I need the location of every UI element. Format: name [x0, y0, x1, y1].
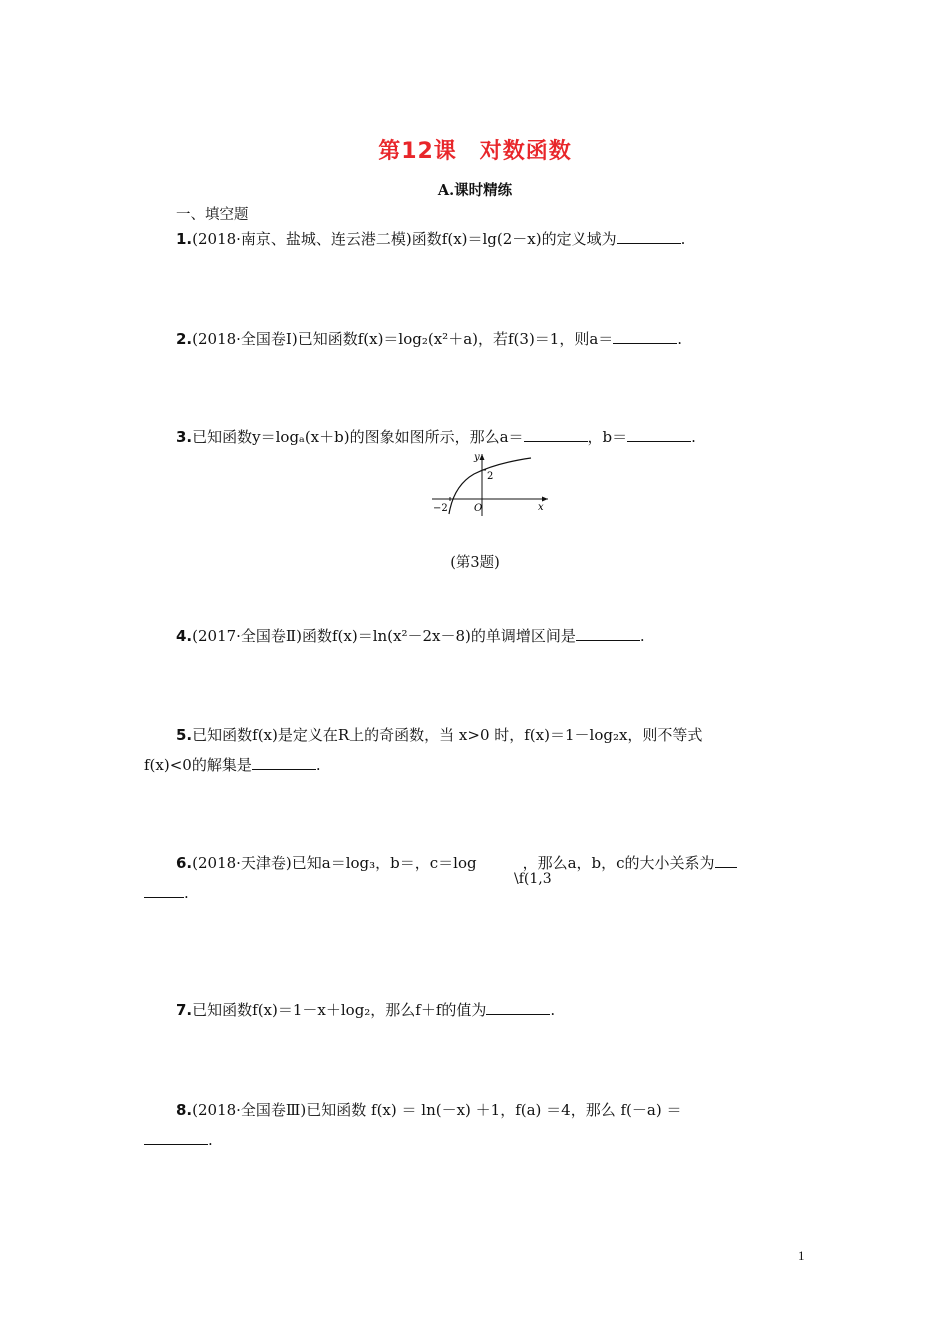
answer-blank	[613, 327, 677, 344]
answer-blank	[144, 1128, 208, 1145]
question-6: 6.(2018·天津卷)已知a＝log₃，b＝，c＝log ，那么a，b，c的大小关系为 .	[176, 848, 808, 908]
page-title: 第12课 对数函数	[378, 139, 572, 164]
answer-blank-b	[627, 425, 691, 442]
log-curve	[449, 458, 531, 514]
x-axis-arrow	[542, 497, 548, 502]
answer-blank	[486, 998, 550, 1015]
figure-caption: (第3题)	[450, 555, 500, 571]
x-tick-label: −2	[433, 503, 448, 514]
answer-blank-part2	[144, 881, 184, 898]
question-1: 1.(2018·南京、盐城、连云港二模)函数f(x)＝lg(2－x)的定义域为 .	[176, 224, 808, 254]
part-title: 一、填空题	[176, 207, 249, 223]
question-8: 8.(2018·全国卷Ⅲ)已知函数 f(x) ＝ ln(－x) ＋1，f(a) ＝4，那么 f(－a) ＝ .	[176, 1095, 808, 1155]
log-function-graph	[430, 450, 554, 518]
page-number: 1	[798, 1248, 805, 1263]
answer-blank	[617, 227, 681, 244]
y-tick-label: 2	[487, 471, 494, 482]
question-3: 3.已知函数y＝logₐ(x＋b)的图象如图所示，那么a＝ ，b＝ .	[176, 422, 808, 452]
question-5: 5.已知函数f(x)是定义在R上的奇函数，当 x>0 时，f(x)＝1－log₂x，则不等式 f(x)<0的解集是 .	[144, 726, 703, 774]
question-2: 2.(2018·全国卷Ⅰ)已知函数f(x)＝log₂(x²＋a)，若f(3)＝1，则a＝ .	[176, 324, 808, 354]
y-axis-label: y	[474, 452, 480, 463]
origin-label: O	[474, 503, 483, 514]
question-4: 4.(2017·全国卷Ⅱ)函数f(x)＝ln(x²－2x－8)的单调增区间是 .	[176, 621, 808, 651]
answer-blank	[576, 624, 640, 641]
section-title: A.课时精练	[437, 182, 513, 199]
log-base-fragment: \f(1,3	[514, 871, 552, 887]
y-axis-arrow	[480, 454, 485, 460]
answer-blank	[252, 753, 316, 770]
answer-blank-part1	[715, 851, 737, 868]
answer-blank-a	[524, 425, 588, 442]
x-axis-label: x	[538, 502, 544, 513]
question-7: 7.已知函数f(x)＝1－x＋log₂，那么f＋f的值为 .	[176, 995, 808, 1025]
